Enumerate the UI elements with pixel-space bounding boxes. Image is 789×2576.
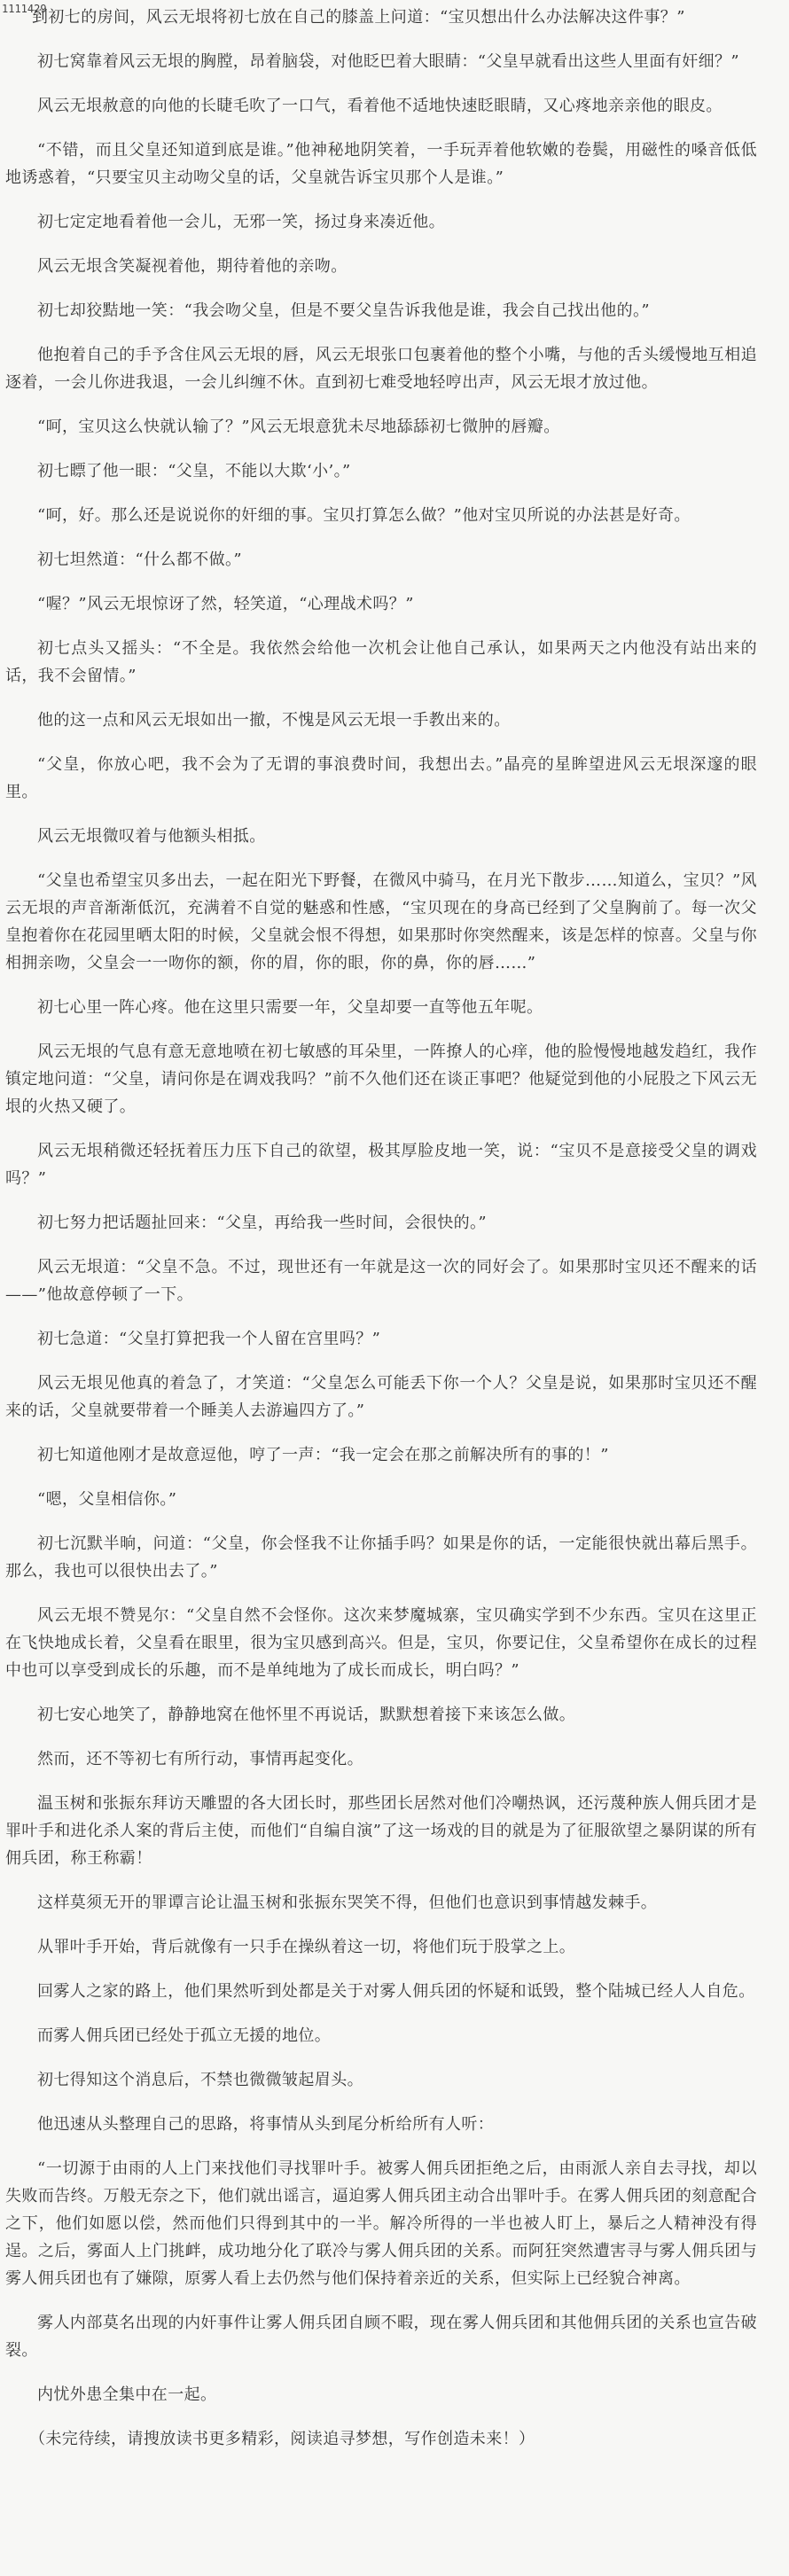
paragraph: 而雾人佣兵团已经处于孤立无援的地位。 <box>37 2026 332 2045</box>
paragraph: 初七心里一阵心疼。他在这里只需要一年，父皇却要一直等他五年呢。 <box>37 998 543 1017</box>
paragraph: “嗯，父皇相信你。” <box>37 1490 177 1509</box>
paragraph: 初七坦然道：“什么都不做。” <box>37 550 243 569</box>
paragraph: 到初七的房间，风云无垠将初七放在自己的膝盖上问道：“宝贝想出什么办法解决这件事？” <box>32 8 685 27</box>
paragraph: 初七却狡黠地一笑：“我会吻父皇，但是不要父皇告诉我他是谁，我会自己找出他的。” <box>37 301 651 320</box>
paragraph: 初七努力把话题扯回来：“父皇，再给我一些时间，会很快的。” <box>37 1214 488 1232</box>
paragraph: 从罪叶手开始，背后就像有一只手在操纵着这一切，将他们玩于股掌之上。 <box>37 1938 576 1956</box>
paragraph: 初七瞟了他一眼：“父皇，不能以大欺‘小’。” <box>37 462 351 480</box>
paragraph: 他抱着自己的手予含住风云无垠的唇，风云无垠张口包裹着他的整个小嘴，与他的舌头缓慢地互相追逐着，一会儿你进我退，一会儿纠缠不休。直到初七难受地轻哼出声，风云无垠才放过他。 <box>5 346 757 392</box>
chapter-body <box>5 4 757 2453</box>
paragraph: 初七急道：“父皇打算把我一个人留在宫里吗？” <box>37 1330 381 1348</box>
paragraph: 初七知道他刚才是故意逗他，哼了一声：“我一定会在那之前解决所有的事的！” <box>37 1446 609 1464</box>
paragraph: “父皇也希望宝贝多出去，一起在阳光下野餐，在微风中骑马，在月光下散步……知道么，宝贝？”风云无垠的声音渐渐低沉，充满着不自觉的魅惑和性感，“宝贝现在的身高已经到了父皇胸前了。每一次父皇抱着你在花园里晒太阳的时候，父皇就会恨不得想，如果那时你突然醒来，该是怎样的惊喜。父皇与你相拥亲吻，父皇会一一吻你的额，你的眉，你的眼，你的鼻，你的唇……” <box>5 871 757 972</box>
paragraph: “呵，宝贝这么快就认输了？”风云无垠意犹未尽地舔舔初七微肿的唇瓣。 <box>37 418 560 436</box>
paragraph: “一切源于由雨的人上门来找他们寻找罪叶手。被雾人佣兵团拒绝之后，由雨派人亲自去寻找，却以失败而告终。万般无奈之下，他们就出谣言，逼迫雾人佣兵团主动合出罪叶手。在雾人佣兵团的刻意配合之下，他们如愿以偿，然而他们只得到其中的一半。解冷所得的一半也被人盯上，暴后之人精神没有得逞。之后，雾面人上门挑衅，成功地分化了联冷与雾人佣兵团的关系。而阿狂突然遭害寻与雾人佣兵团与雾人佣兵团也有了嫌隙，原雾人看上去仍然与他们保持着亲近的关系，但实际上已经貌合神离。 <box>5 2159 757 2288</box>
paragraph: 初七沉默半晌，问道：“父皇，你会怪我不让你插手吗？如果是你的话，一定能很快就出幕后黑手。那么，我也可以很快出去了。” <box>5 1534 757 1581</box>
paragraph: 初七窝靠着风云无垠的胸膛，昂着脑袋，对他眨巴着大眼睛：“父皇早就看出这些人里面有奸细？” <box>37 52 739 71</box>
paragraph: “不错，而且父皇还知道到底是谁。”他神秘地阴笑着，一手玩弄着他软嫩的卷鬓，用磁性的嗓音低低地诱惑着，“只要宝贝主动吻父皇的话，父皇就告诉宝贝那个人是谁。” <box>5 141 757 187</box>
paragraph: 初七得知这个消息后，不禁也微微皱起眉头。 <box>37 2071 363 2089</box>
page-marker: 1111429 <box>2 3 47 15</box>
paragraph: 风云无垠稍微还轻抚着压力压下自己的欲望，极其厚脸皮地一笑，说：“宝贝不是意接受父皇的调戏吗？” <box>5 1142 757 1188</box>
paragraph: “喔？”风云无垠惊讶了然，轻笑道，“心理战术吗？” <box>37 595 414 613</box>
paragraph: 初七定定地看着他一会儿，无邪一笑，扬过身来凑近他。 <box>37 213 445 231</box>
paragraph: 风云无垠见他真的着急了，才笑道：“父皇怎么可能丢下你一个人？父皇是说，如果那时宝贝还不醒来的话，父皇就要带着一个睡美人去游遍四方了。” <box>5 1374 757 1420</box>
paragraph: 风云无垠的气息有意无意地喷在初七敏感的耳朵里，一阵撩人的心痒，他的脸慢慢地越发趋红，我作镇定地问道：“父皇，请问你是在调戏我吗？”前不久他们还在谈正事吧？他疑觉到他的小屁股之下风云无垠的火热又硬了。 <box>5 1042 757 1116</box>
paragraph: 回雾人之家的路上，他们果然听到处都是关于对雾人佣兵团的怀疑和诋毁，整个陆城已经人人自危。 <box>37 1982 755 2001</box>
paragraph: 内忧外患全集中在一起。 <box>37 2385 217 2404</box>
paragraph: 他的这一点和风云无垠如出一撤，不愧是风云无垠一手教出来的。 <box>37 711 511 730</box>
paragraph: 雾人内部莫名出现的内奸事件让雾人佣兵团自顾不暇，现在雾人佣兵团和其他佣兵团的关系也宣告破裂。 <box>5 2314 757 2360</box>
paragraph: 他迅速从头整理自己的思路，将事情从头到尾分析给所有人听： <box>37 2115 495 2134</box>
paragraph: 这样莫须无开的罪谭言论让温玉树和张振东哭笑不得，但他们也意识到事情越发棘手。 <box>37 1893 658 1912</box>
paragraph: “父皇，你放心吧，我不会为了无谓的事浪费时间，我想出去。”晶亮的星眸望进风云无垠深邃的眼里。 <box>5 755 757 801</box>
paragraph: 初七安心地笑了，静静地窝在他怀里不再说话，默默想着接下来该怎么做。 <box>37 1706 576 1724</box>
paragraph: 风云无垠道：“父皇不急。不过，现世还有一年就是这一次的同好会了。如果那时宝贝还不醒来的话——”他故意停顿了一下。 <box>5 1258 757 1304</box>
paragraph: 初七点头又摇头：“不全是。我依然会给他一次机会让他自己承认，如果两天之内他没有站出来的话，我不会留情。” <box>5 639 757 685</box>
paragraph: 温玉树和张振东拜访天雕盟的各大团长时，那些团长居然对他们冷嘲热讽，还污蔑种族人佣兵团才是罪叶手和进化杀人案的背后主使，而他们“自编自演”了这一场戏的目的就是为了征服欲望之暴阴谋的所有佣兵团，称王称霸！ <box>5 1794 757 1868</box>
paragraph: 风云无垠不赞晃尔：“父皇自然不会怪你。这次来梦魔城寨，宝贝确实学到不少东西。宝贝在这里正在飞快地成长着，父皇看在眼里，很为宝贝感到高兴。但是，宝贝，你要记住，父皇希望你在成长的过程中也可以享受到成长的乐趣，而不是单纯地为了成长而成长，明白吗？” <box>5 1606 757 1680</box>
paragraph: “呵，好。那么还是说说你的奸细的事。宝贝打算怎么做？”他对宝贝所说的办法甚是好奇。 <box>37 506 691 525</box>
paragraph: 风云无垠赦意的向他的长睫毛吹了一口气，看着他不适地快速眨眼睛，又心疼地亲亲他的眼皮。 <box>37 97 723 115</box>
paragraph: 风云无垠含笑凝视着他，期待着他的亲吻。 <box>37 257 348 276</box>
paragraph: 风云无垠微叹着与他额头相抵。 <box>37 827 266 846</box>
continuation-footer: （未完待续，请搜放读书更多精彩，阅读追寻梦想，写作创造未来！） <box>29 2430 535 2448</box>
paragraph: 然而，还不等初七有所行动，事情再起变化。 <box>37 1750 363 1768</box>
